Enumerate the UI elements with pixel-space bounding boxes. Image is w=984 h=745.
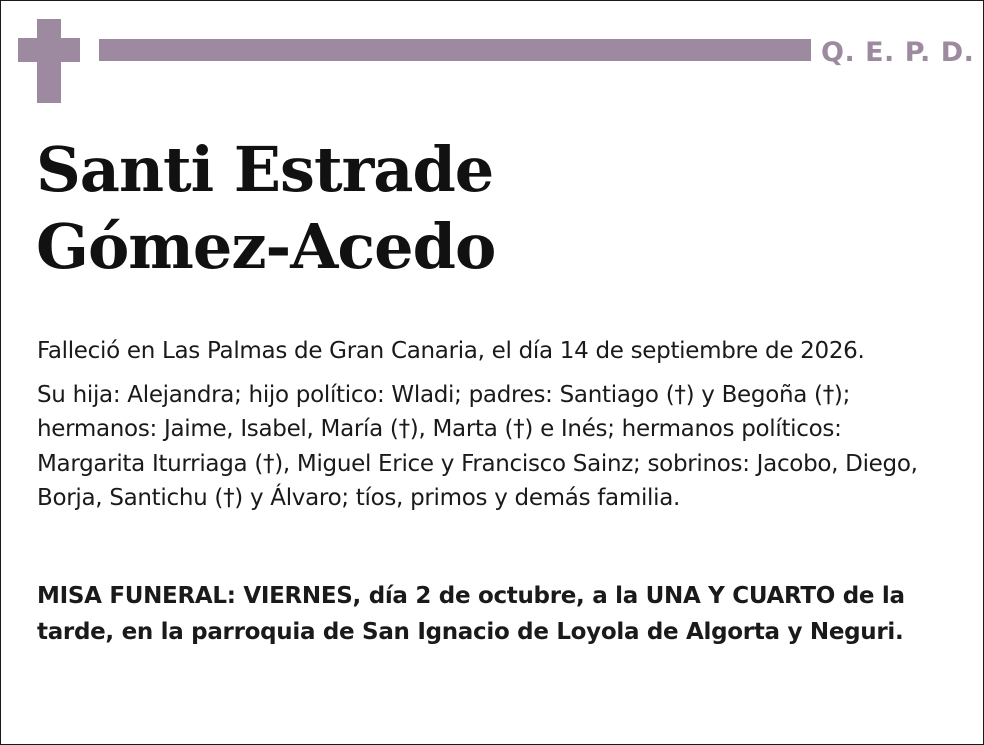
deceased-name-line2: Gómez-Acedo: [36, 210, 496, 283]
death-notice: Falleció en Las Palmas de Gran Canaria, el día 14 de septiembre de 2026.: [37, 338, 865, 364]
cross-horizontal-bar: [18, 38, 80, 62]
qepd-label: Q. E. P. D.: [821, 37, 975, 68]
header-rule: [99, 39, 811, 61]
deceased-name-line1: Santi Estrade: [36, 133, 494, 206]
deceased-name: [36, 131, 956, 285]
funeral-mass-info: MISA FUNERAL: VIERNES, día 2 de octubre, a la UNA Y CUARTO de la tarde, en la parroquia de San Ignacio de Loyola de Algorta y Neguri.: [37, 583, 905, 645]
family-list: Su hija: Alejandra; hijo político: Wladi; padres: Santiago (†) y Begoña (†); hermanos: Jaime, Isabel, María (†), Marta (†) e Inés; hermanos políticos: Margarita Iturriaga (†), Miguel Erice y Francisco Sainz; sobrinos: Jacobo, Diego, Borja, Santichu (†) y Álvaro; tíos, primos y demás familia.: [37, 382, 918, 511]
